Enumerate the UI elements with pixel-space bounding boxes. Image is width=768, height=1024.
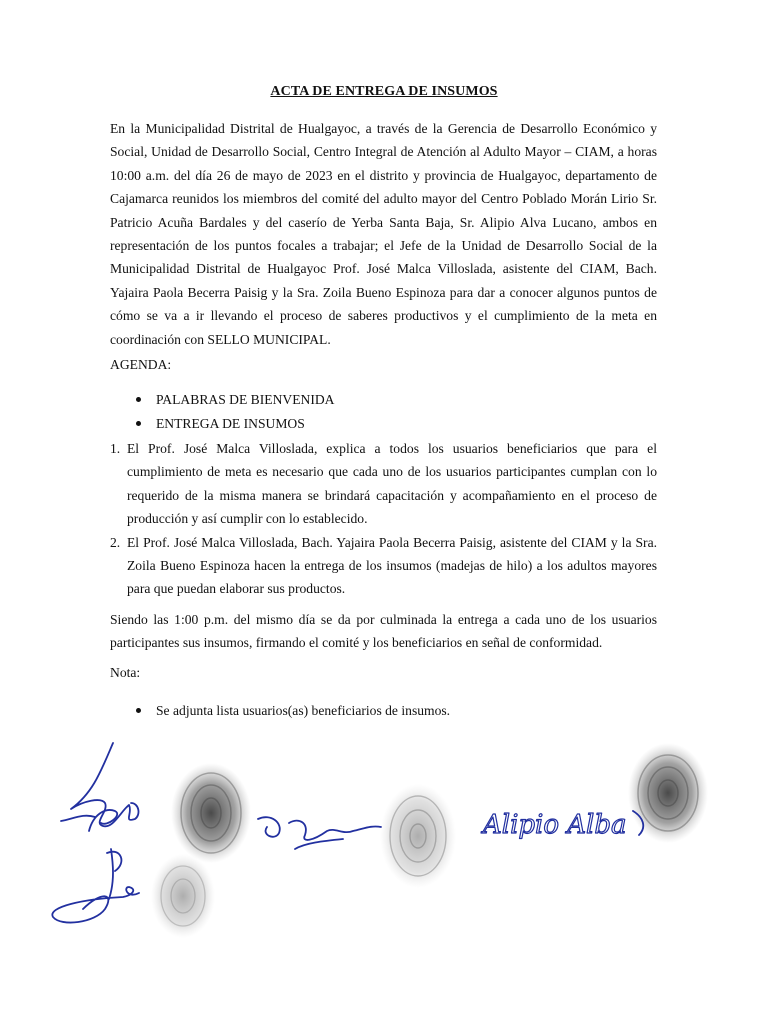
item-number: 2. xyxy=(110,534,121,550)
agenda-list xyxy=(110,388,657,435)
fingerprint-3 xyxy=(380,784,456,888)
nota-list xyxy=(110,699,657,723)
closing-paragraph: Siendo las 1:00 p.m. del mismo día se da por culminada la entrega a cada uno de los usuarios participantes sus insumos, firmando el comité y los beneficiarios en señal de conformidad. xyxy=(110,612,657,651)
agenda-item: ENTREGA DE INSUMOS xyxy=(110,412,657,436)
item-text: El Prof. José Malca Villoslada, explica a todos los usuarios beneficiarios que para el cumplimiento de meta es necesario que cada uno de los usuarios participantes cumplan con lo requerido de la misma manera se brindará capacitación y acompañamiento en el proceso de producción y así cumplir con lo establecido. xyxy=(127,441,657,527)
signature-4 xyxy=(258,817,381,849)
signature-1 xyxy=(71,743,138,826)
signature-2 xyxy=(61,810,117,831)
signature-5: Alipio Alba xyxy=(483,810,627,840)
signature-3 xyxy=(52,849,139,923)
nota-label: Nota: xyxy=(110,665,141,680)
agenda-label: AGENDA: xyxy=(110,357,172,372)
agenda-item: PALABRAS DE BIENVENIDA xyxy=(110,388,657,412)
intro-paragraph: En la Municipalidad Distrital de Hualgayoc, a través de la Gerencia de Desarrollo Económico y Social, Unidad de Desarrollo Social, Centro Integral de Atención al Adulto Mayor – CIAM, a horas 10:00 a.m. del día 26 de mayo de 2023 en el distrito y provincia de Hualgayoc, departamento de Cajamarca reunidos los miembros del comité del adulto mayor del Centro Poblado Morán Lirio Sr. Patricio Acuña Bardales y del caserío de Yerba Santa Baja, Sr. Alipio Alva Lucano, ambos en representación de los puntos focales a trabajar; el Jefe de la Unidad de Desarrollo Social de la Municipalidad Distrital de Hualgayoc Prof. José Malca Villoslada, asistente del CIAM, Bach. Yajaira Paola Becerra Paisig y la Sra. Zoila Bueno Espinoza para dar a conocer algunos puntos de cómo se va a ir llevando el proceso de saberes productivos y el cumplimiento de la meta en coordinación con SELLO MUNICIPAL. xyxy=(110,121,657,347)
item-number: 1. xyxy=(110,441,121,456)
fingerprint-1 xyxy=(171,763,251,863)
nota-item: Se adjunta lista usuarios(as) beneficiarios de insumos. xyxy=(110,699,657,723)
numbered-item xyxy=(110,531,657,601)
fingerprint-4 xyxy=(628,743,708,843)
numbered-list xyxy=(110,437,657,601)
numbered-item xyxy=(110,437,657,531)
signatures-area xyxy=(43,731,728,938)
item-text: El Prof. José Malca Villoslada, Bach. Yajaira Paola Becerra Paisig, asistente del CIAM y la Sra. Zoila Bueno Espinoza hacen la entrega de los insumos (madejas de hilo) a los adultos mayores para que puedan elaborar sus productos. xyxy=(127,534,657,597)
fingerprint-2 xyxy=(151,854,215,938)
document-title: ACTA DE ENTREGA DE INSUMOS xyxy=(270,84,498,99)
